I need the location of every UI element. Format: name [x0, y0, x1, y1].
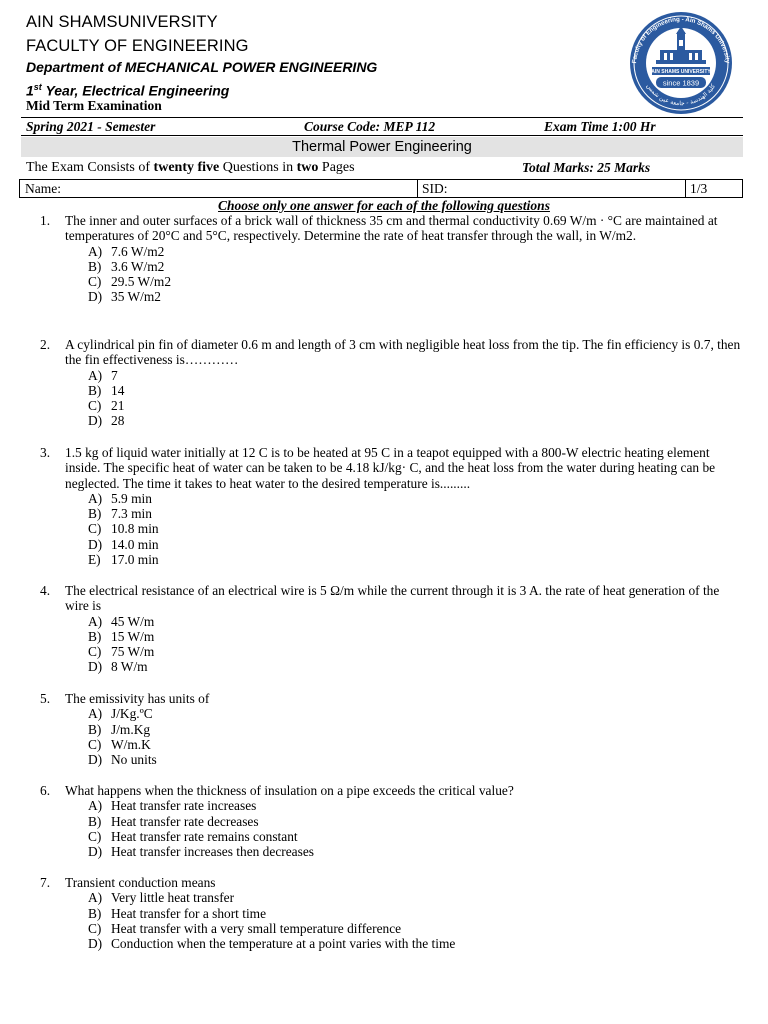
option-text: 17.0 min [111, 552, 159, 568]
seal-top-text: Faculty of Engineering - Ain Shams University [631, 15, 731, 64]
seal-since-text: since 1839 [662, 78, 700, 88]
question-text: The electrical resistance of an electrical wire is 5 Ω/m while the current through it is 3 A. the rate of heat generation of the wire is [65, 583, 720, 614]
question-item [40, 583, 745, 675]
question-item [40, 783, 745, 860]
question-item [40, 691, 745, 768]
option-letter: C) [88, 644, 102, 660]
option-letter: B) [88, 258, 102, 274]
answer-option[interactable] [65, 798, 745, 813]
question-text: The inner and outer surfaces of a brick wall of thickness 35 cm and thermal conductivity 0.69 W/m · °C are maintained at temperatures of 20°C and 5°C, respectively. Determine the rate of heat transfer through the wall, in W/m2. [65, 213, 718, 244]
question-text: The emissivity has units of [65, 691, 210, 706]
option-letter: D) [88, 413, 103, 429]
option-list [65, 491, 745, 567]
option-text: W/m.K [111, 736, 151, 752]
option-text: Heat transfer increases then decreases [111, 844, 314, 860]
option-letter: C) [88, 398, 102, 414]
sid-field[interactable] [417, 180, 689, 197]
option-list [65, 368, 745, 429]
option-text: 14.0 min [111, 536, 159, 552]
question-number: 2. [40, 337, 51, 352]
question-number: 7. [40, 875, 51, 890]
question-text: 1.5 kg of liquid water initially at 12 C is to be heated at 95 C in a teapot equipped with a 800-W electric heating element inside. The specific heat of water can be taken to be 4.18 kJ/kg· C, and the heat loss from the water during heating can be neglected. The time it takes to heat water to the desired temperature is......... [65, 445, 716, 491]
answer-option[interactable] [65, 289, 745, 304]
option-text: Heat transfer with a very small temperature difference [111, 920, 402, 936]
year-number: 1 [26, 82, 34, 99]
consists-part: The Exam Consists of [26, 160, 154, 175]
option-letter: A) [88, 613, 103, 629]
answer-option[interactable] [65, 844, 745, 859]
option-text: 7.6 W/m2 [111, 243, 165, 259]
option-text: 45 W/m [111, 613, 155, 629]
course-code: Course Code: MEP 112 [304, 119, 436, 134]
option-text: J/Kg.ºC [111, 706, 153, 722]
answer-option[interactable] [65, 521, 745, 536]
option-text: J/m.Kg [111, 721, 151, 737]
question-text: Transient conduction means [65, 875, 216, 890]
instruction-line [0, 198, 768, 213]
option-letter: C) [88, 521, 102, 537]
answer-option[interactable] [65, 368, 745, 383]
answer-option[interactable] [65, 614, 745, 629]
student-info-box [19, 179, 743, 198]
answer-option[interactable] [65, 537, 745, 552]
answer-option[interactable] [65, 706, 745, 721]
option-text: Heat transfer rate remains constant [111, 828, 298, 844]
option-letter: C) [88, 736, 102, 752]
option-text: Heat transfer rate decreases [111, 813, 259, 829]
answer-option[interactable] [65, 383, 745, 398]
answer-option[interactable] [65, 398, 745, 413]
answer-option[interactable] [65, 244, 745, 259]
question-number: 6. [40, 783, 51, 798]
option-text: 14 [111, 382, 125, 398]
answer-option[interactable] [65, 552, 745, 567]
consists-part: Questions in [219, 160, 297, 175]
option-list [65, 798, 745, 859]
semester-label: Spring 2021 - Semester [26, 119, 156, 134]
consists-part: Pages [318, 160, 355, 175]
option-text: 28 [111, 413, 125, 429]
option-letter: E) [88, 552, 101, 568]
option-letter: A) [88, 367, 103, 383]
question-number: 5. [40, 691, 51, 706]
option-letter: A) [88, 706, 103, 722]
answer-option[interactable] [65, 659, 745, 674]
answer-option[interactable] [65, 906, 745, 921]
answer-option[interactable] [65, 644, 745, 659]
question-item [40, 875, 745, 952]
page-count: two [296, 160, 319, 175]
question-item [40, 213, 745, 305]
question-item [40, 337, 745, 429]
option-letter: A) [88, 798, 103, 814]
option-list [65, 890, 745, 951]
option-letter: D) [88, 936, 103, 952]
answer-option[interactable] [65, 814, 745, 829]
header-university-block [26, 10, 249, 58]
question-number: 4. [40, 583, 51, 598]
option-text: Very little heat transfer [111, 890, 235, 906]
university-seal-logo [622, 10, 740, 116]
answer-option[interactable] [65, 936, 745, 951]
exam-consists-line [26, 159, 355, 177]
question-number: 3. [40, 445, 51, 460]
option-list [65, 244, 745, 305]
answer-option[interactable] [65, 413, 745, 428]
instruction-text: Choose only one answer for each of the following questions [218, 198, 550, 213]
department-block [26, 57, 377, 101]
exam-time: Exam Time 1:00 Hr [544, 119, 656, 134]
question-text: What happens when the thickness of insulation on a pipe exceeds the critical value? [65, 783, 514, 798]
answer-option[interactable] [65, 921, 745, 936]
answer-option[interactable] [65, 722, 745, 737]
option-text: Heat transfer for a short time [111, 905, 267, 921]
course-title: Thermal Power Engineering [21, 137, 743, 157]
exam-type: Mid Term Examination [26, 98, 162, 113]
option-letter: D) [88, 659, 103, 675]
option-letter: B) [88, 813, 102, 829]
answer-option[interactable] [65, 506, 745, 521]
answer-option[interactable] [65, 890, 745, 905]
question-item [40, 445, 745, 568]
answer-option[interactable] [65, 274, 745, 289]
option-letter: D) [88, 289, 103, 305]
exam-info-bar [21, 117, 743, 136]
option-text: No units [111, 752, 157, 768]
question-text: A cylindrical pin fin of diameter 0.6 m and length of 3 cm with negligible heat loss from the tip. The fin efficiency is 0.7, then the fin effectiveness is………… [65, 337, 741, 368]
option-letter: D) [88, 752, 103, 768]
option-list [65, 614, 745, 675]
question-number: 1. [40, 213, 51, 228]
option-letter: A) [88, 243, 103, 259]
answer-option[interactable] [65, 752, 745, 767]
option-text: Conduction when the temperature at a point varies with the time [111, 936, 456, 952]
question-count: twenty five [153, 160, 220, 175]
option-letter: B) [88, 628, 102, 644]
seal-bottom-text: كلية الهندسة - جامعة عين شمس [644, 82, 717, 108]
option-text: Heat transfer rate increases [111, 798, 257, 814]
year-text: Year, Electrical Engineering [41, 82, 230, 99]
university-name: AIN SHAMSUNIVERSITY [26, 13, 218, 31]
answer-option[interactable] [65, 829, 745, 844]
total-marks: Total Marks: 25 Marks [522, 160, 651, 175]
year-suffix: st [33, 82, 42, 92]
option-letter: B) [88, 506, 102, 522]
option-letter: C) [88, 920, 102, 936]
option-letter: D) [88, 844, 103, 860]
option-letter: B) [88, 382, 102, 398]
option-text: 35 W/m2 [111, 289, 161, 305]
answer-option[interactable] [65, 629, 745, 644]
option-text: 75 W/m [111, 644, 155, 660]
option-text: 7 [111, 367, 118, 383]
option-text: 21 [111, 398, 125, 414]
option-text: 15 W/m [111, 628, 155, 644]
faculty-name: FACULTY OF ENGINEERING [26, 37, 249, 55]
option-text: 10.8 min [111, 521, 159, 537]
answer-option[interactable] [65, 259, 745, 274]
option-text: 7.3 min [111, 506, 152, 522]
option-text: 5.9 min [111, 490, 152, 506]
sid-label: SID: [422, 181, 448, 196]
answer-option[interactable] [65, 737, 745, 752]
option-letter: A) [88, 890, 103, 906]
option-letter: B) [88, 721, 102, 737]
name-field[interactable]: Name: [25, 181, 61, 196]
option-text: 3.6 W/m2 [111, 258, 165, 274]
option-letter: B) [88, 905, 102, 921]
option-text: 29.5 W/m2 [111, 274, 172, 290]
answer-option[interactable] [65, 491, 745, 506]
option-letter: A) [88, 490, 103, 506]
seal-band-text: AIN SHAMS UNIVERSITY [651, 69, 711, 75]
option-letter: D) [88, 536, 103, 552]
option-letter: C) [88, 274, 102, 290]
option-letter: C) [88, 828, 102, 844]
option-text: 8 W/m [111, 659, 148, 675]
department-name: Department of MECHANICAL POWER ENGINEERING [26, 59, 378, 75]
page-indicator: 1/3 [685, 180, 747, 197]
option-list [65, 706, 745, 767]
